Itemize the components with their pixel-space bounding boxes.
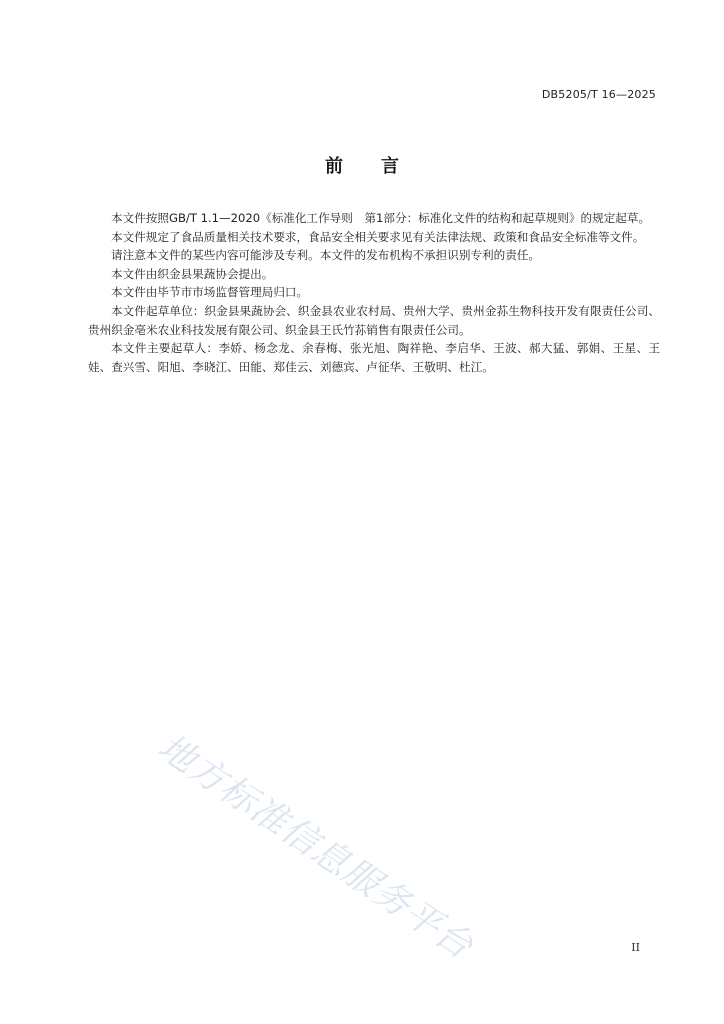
paragraph-scope: 本文件规定了食品质量相关技术要求，食品安全相关要求见有关法律法规、政策和食品安全标准等文件。 [111, 229, 645, 244]
paragraph-drafting-units: 本文件起草单位：织金县果蔬协会、织金县农业农村局、贵州大学、贵州金荪生物科技开发有限责任公司、贵州织金亳米农业科技发展有限公司、织金县王氏竹荪销售有限责任公司。 [88, 303, 660, 337]
paragraph-drafting-rules: 本文件按照GB/T 1.1—2020《标准化工作导则 第1部分：标准化文件的结构和起草规则》的规定起草。 [111, 211, 651, 225]
foreword-body [88, 209, 660, 376]
paragraph-patent-notice: 请注意本文件的某些内容可能涉及专利。本文件的发布机构不承担识别专利的责任。 [111, 248, 540, 263]
paragraph-proposer: 本文件由织金县果蔬协会提出。 [111, 266, 274, 281]
page-title: 前言 [325, 156, 437, 177]
paragraph-administrator: 本文件由毕节市市场监督管理局归口。 [111, 285, 309, 300]
page-number: II [631, 941, 640, 954]
paragraph-main-drafters: 本文件主要起草人：李娇、杨念龙、余春梅、张光旭、陶祥艳、李启华、王波、郝大猛、郭娟、王星、王娃、查兴雪、阳旭、李晓江、田能、郑佳云、刘德宾、卢征华、王敬明、杜江。 [88, 341, 660, 374]
watermark: 地方标准信息服务平台 [150, 726, 481, 968]
document-code: DB5205/T 16—2025 [541, 88, 656, 101]
